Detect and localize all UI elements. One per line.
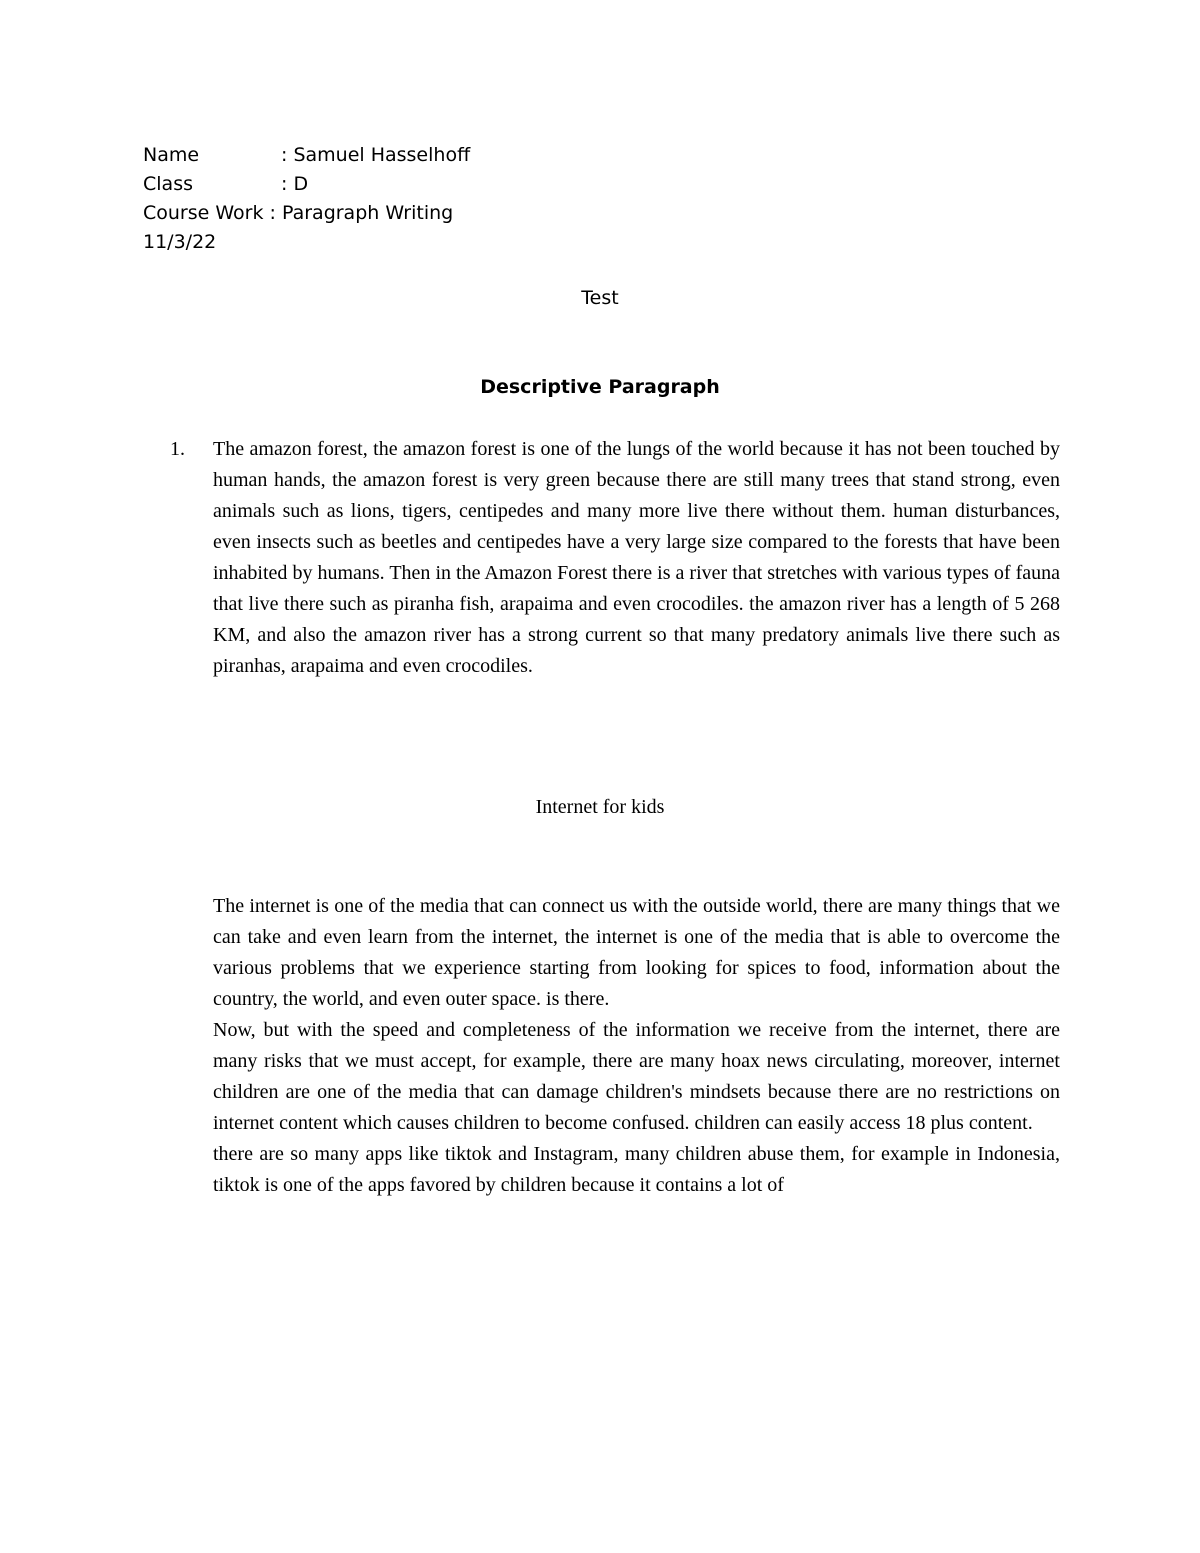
date-text: 11/3/22 — [143, 231, 217, 253]
descriptive-paragraph-text: The amazon forest, the amazon forest is one of the lungs of the world because it has not been touched by human hands, the amazon forest is very green because there are still many trees that stand strong, even animals such as lions, tigers, centipedes and many more live there without them. human disturbances, even insects such as beetles and centipedes have a very large size compared to the forests that have been inhabited by humans. Then in the Amazon Forest there is a river that stretches with various types of fauna that live there such as piranha fish, arapaima and even crocodiles. the amazon river has a length of 5 268 KM, and also the amazon river has a strong current so that many predatory animals live there such as piranhas, arapaima and even crocodiles. — [213, 438, 1060, 677]
course-label: Course Work — [143, 202, 264, 224]
course-row — [143, 199, 470, 228]
internet-essay-body — [213, 891, 1060, 1201]
internet-paragraph: The internet is one of the media that can connect us with the outside world, there are many things that we can take and even learn from the internet, the internet is one of the media that is able to overcome the various problems that we experience starting from looking for spices to food, information about the country, the world, and even outer space. is there. — [213, 895, 1060, 1010]
list-item-number: 1. — [170, 438, 185, 460]
internet-for-kids-title: Internet for kids — [535, 796, 665, 818]
class-row — [143, 170, 470, 199]
course-value: : Paragraph Writing — [269, 202, 454, 224]
test-title: Test — [581, 287, 619, 309]
internet-paragraph: there are so many apps like tiktok and Instagram, many children abuse them, for example in Indonesia, tiktok is one of the apps favored by children because it contains a lot of — [213, 1143, 1060, 1196]
class-label: Class — [143, 173, 193, 195]
descriptive-paragraph-title: Descriptive Paragraph — [480, 376, 720, 398]
student-info-header — [143, 141, 470, 257]
internet-paragraph: Now, but with the speed and completeness of the information we receive from the internet, there are many risks that we must accept, for example, there are many hoax news circulating, moreover, internet children are one of the media that can damage children's mindsets because there are no restrictions on internet content which causes children to become confused. children can easily access 18 plus content. — [213, 1019, 1060, 1134]
name-value: : Samuel Hasselhoff — [281, 144, 471, 166]
class-value: : D — [281, 173, 309, 195]
name-label: Name — [143, 144, 200, 166]
name-row — [143, 141, 470, 170]
